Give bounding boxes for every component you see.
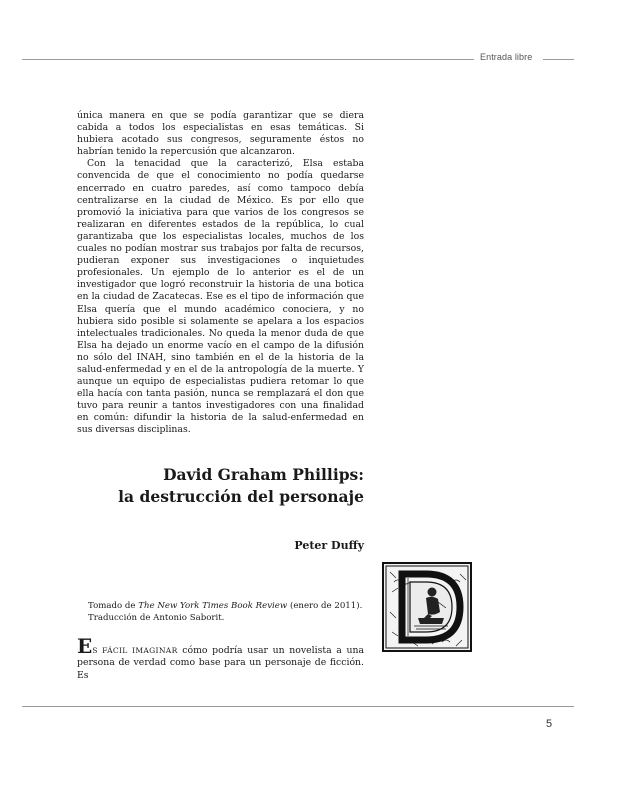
- article-author: Peter Duffy: [294, 539, 364, 552]
- footer-rule: [22, 706, 574, 707]
- source-note: [88, 601, 378, 624]
- source-publication: The New York Times Book Review: [138, 601, 288, 611]
- woodcut-letter-d-icon: [382, 562, 472, 652]
- translation-credit: Traducción de Antonio Saborit.: [88, 612, 225, 623]
- header-rule: [22, 59, 474, 60]
- body-text: [77, 110, 364, 437]
- drop-initial: E: [77, 634, 93, 658]
- opening-paragraph: [77, 634, 364, 682]
- article-title-line1: David Graham Phillips:: [163, 465, 364, 484]
- article-title: [100, 464, 364, 508]
- page-number: 5: [546, 718, 553, 730]
- body-paragraph: única manera en que se podía garantizar que se diera cabida a todos los especialistas en esas temáticas. Si hubiera acotado sus congresos, seguramente éstos no habrían tenido la repercusión que alcanzaron.: [77, 110, 364, 158]
- source-prefix: Tomado de: [88, 601, 139, 611]
- header-rule-end: [543, 59, 574, 60]
- section-label: Entrada libre: [480, 52, 533, 62]
- opening-smallcaps: S FÁCIL IMAGINAR: [92, 646, 178, 655]
- source-suffix: (enero de 2011).: [287, 601, 363, 611]
- article-title-line2: la destrucción del personaje: [118, 487, 364, 506]
- body-paragraph: Con la tenacidad que la caracterizó, Elsa estaba convencida de que el conocimiento no podía quedarse encerrado en cuatro paredes, así como tampoco debía centralizarse en la ciudad de México. Es por ello que promovió la iniciativa para que varios de los congresos se realizaran en diferentes estados de la república, lo cual garantizaba que los especialistas locales, muchos de los cuales no podían mostrar sus trabajos por falta de recursos, pudieran exponer sus investigaciones o inquietudes profesionales. Un ejemplo de lo anterior es el de un investigador que logró reconstruir la historia de una botica en la ciudad de Zacatecas. Ese es el tipo de información que Elsa quería que el mundo académico conociera, y no hubiera sido posible si solamente se apelara a los espacios intelectuales tradicionales. No queda la menor duda de que Elsa ha dejado un enorme vacío en el campo de la difusión no sólo del INAH, sino también en el de la historia de la salud-enfermedad y en el de la antropología de la muerte. Y aunque un equipo de especialistas pudiera retomar lo que ella hacía con tanta pasión, nunca se remplazará el don que tuvo para reunir a tantos investigadores con una finalidad en común: difundir la historia de la salud-enfermedad en sus diversas disciplinas.: [77, 158, 364, 436]
- opening-text: cómo podría usar un novelista a una persona de verdad como base para un personaje de ficción. Es: [77, 645, 364, 681]
